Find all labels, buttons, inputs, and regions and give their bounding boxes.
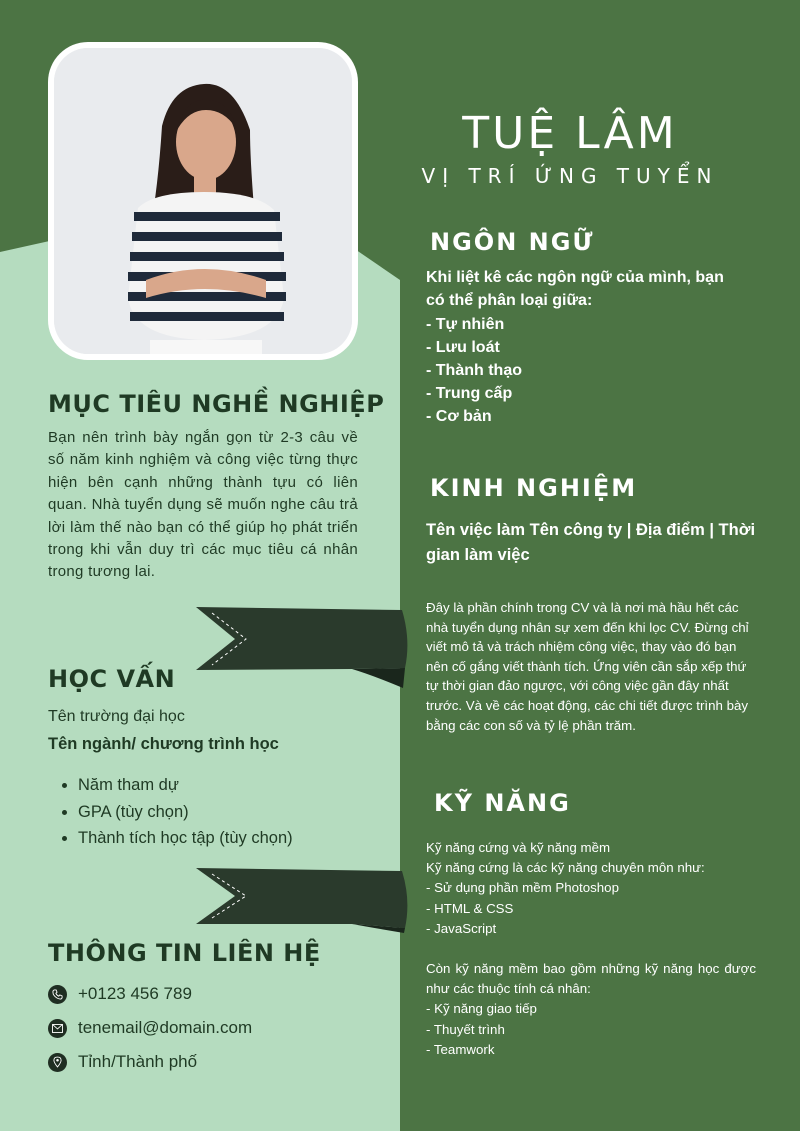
experience-description: Đây là phần chính trong CV và là nơi mà hầu hết các nhà tuyển dụng nhân sự xem đến khi lọc CV. Đừng chỉ viết mô tả và trách nhiệm công việc, thay vào đó bạn nên cố gắng viết thành tích. Ứng viên cần sắp xếp thứ tự thời gian đảo ngược, với công việc gần đây nhất trước. Và về các hoạt động, các chi tiết được trình bày bằng các con số và tỷ lệ phần trăm. — [426, 600, 749, 733]
soft-skills-intro: Còn kỹ năng mềm bao gồm những kỹ năng học được như các thuộc tính cá nhân: — [426, 961, 756, 997]
skills-intro: Kỹ năng cứng và kỹ năng mềm — [426, 840, 611, 855]
skills-content — [426, 838, 756, 1060]
photo-frame — [48, 42, 358, 360]
hard-skill-item: - Sử dụng phần mềm Photoshop — [426, 880, 619, 896]
language-level: - Trung cấp — [426, 385, 513, 402]
languages-intro: Khi liệt kê các ngôn ngữ của mình, bạn có thể phân loại giữa: — [426, 269, 724, 309]
education-details — [58, 772, 293, 852]
languages-heading: NGÔN NGỮ — [430, 228, 595, 256]
experience-heading: KINH NGHIỆM — [430, 474, 638, 502]
hard-skills-list — [426, 878, 756, 939]
objective-text: Bạn nên trình bày ngắn gọn từ 2-3 câu về số năm kinh nghiệm và công việc từng thực hiện bên cạnh những thành tựu có liên quan. Nhà tuyển dụng sẽ muốn nghe câu trả lời làm thế nào bạn có thể giúp họ phát triển trong khi vẫn duy trì các mục tiêu cá nhân trong tương lai. — [48, 429, 358, 581]
contact-heading: THÔNG TIN LIÊN HỆ — [48, 939, 321, 967]
education-item: • Thành tích học tập (tùy chọn) — [78, 825, 293, 852]
languages-list — [426, 313, 522, 428]
mail-icon — [48, 1019, 67, 1038]
language-level: - Cơ bản — [426, 408, 492, 425]
objective-heading: MỤC TIÊU NGHỀ NGHIỆP — [48, 390, 385, 418]
candidate-name: TUỆ LÂM — [462, 108, 678, 159]
education-item: • GPA (tùy chọn) — [78, 799, 293, 826]
education-heading: HỌC VẤN — [48, 665, 176, 693]
hard-skill-item: - HTML & CSS — [426, 900, 514, 916]
contact-location: Tỉnh/Thành phố — [78, 1052, 198, 1071]
location-pin-icon — [48, 1053, 67, 1072]
education-major: Tên ngành/ chương trình học — [48, 735, 279, 753]
profile-photo — [54, 48, 352, 354]
contact-email-row — [48, 1018, 252, 1038]
soft-skill-item: - Thuyết trình — [426, 1021, 505, 1037]
contact-phone[interactable]: +0123 456 789 — [78, 984, 192, 1003]
language-level: - Tự nhiên — [426, 316, 505, 333]
contact-email[interactable]: tenemail@domain.com — [78, 1018, 253, 1037]
soft-skills-list — [426, 999, 756, 1060]
hard-skill-item: - JavaScript — [426, 920, 497, 936]
language-level: - Lưu loát — [426, 339, 500, 356]
experience-job-line: Tên việc làm Tên công ty | Địa điểm | Thời gian làm việc — [426, 521, 756, 564]
soft-skill-item: - Teamwork — [426, 1041, 495, 1057]
education-school: Tên trường đại học — [48, 708, 185, 725]
contact-phone-row — [48, 984, 192, 1004]
language-level: - Thành thạo — [426, 362, 522, 379]
skills-heading: KỸ NĂNG — [434, 789, 571, 817]
phone-icon — [48, 985, 67, 1004]
education-item: • Năm tham dự — [78, 772, 293, 799]
hard-skills-intro: Kỹ năng cứng là các kỹ năng chuyên môn như: — [426, 860, 705, 876]
position-title: VỊ TRÍ ỨNG TUYỂN — [421, 164, 719, 188]
contact-location-row — [48, 1052, 197, 1072]
soft-skill-item: - Kỹ năng giao tiếp — [426, 1001, 537, 1017]
